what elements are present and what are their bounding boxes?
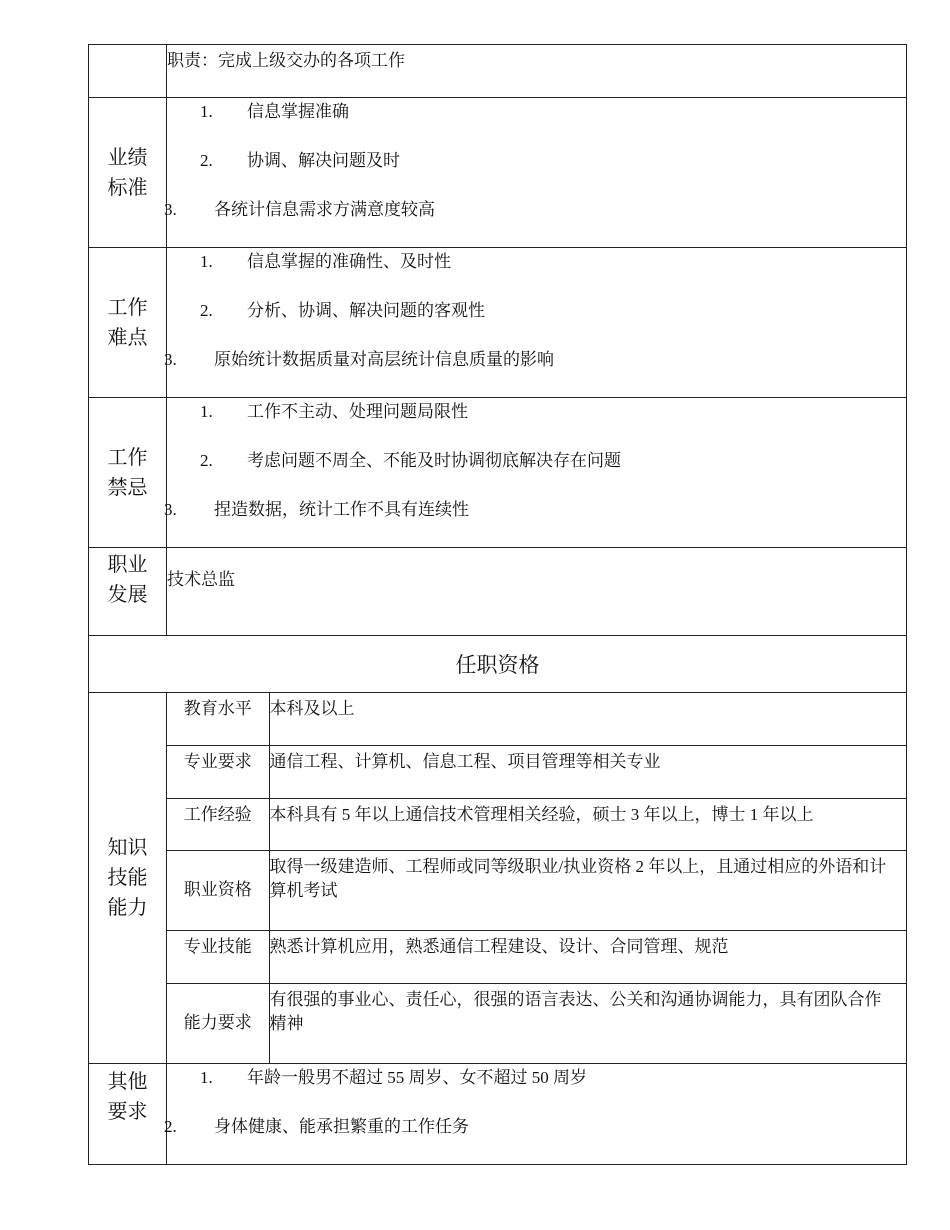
ability-value: 有很强的事业心、责任心，很强的语言表达、公关和沟通协调能力，具有团队合作精神 — [269, 983, 906, 1063]
list-item: 2. 身体健康、能承担繁重的工作任务 — [164, 1117, 469, 1136]
other-row — [89, 1064, 907, 1165]
career-text: 技术总监 — [167, 548, 907, 636]
education-value: 本科及以上 — [269, 693, 906, 745]
list-item: 2. 考虑问题不周全、不能及时协调彻底解决存在问题 — [200, 451, 621, 470]
duty-text: 职责：完成上级交办的各项工作 — [167, 45, 907, 98]
duty-row — [89, 45, 907, 98]
major-key: 专业要求 — [167, 745, 269, 798]
skill-key: 专业技能 — [167, 930, 269, 983]
education-key: 教育水平 — [167, 693, 269, 745]
table-row — [167, 930, 906, 983]
table-row — [167, 798, 906, 850]
qualification-title: 任职资格 — [89, 636, 907, 693]
qualification-subtable — [167, 693, 906, 1063]
list-item: 1. 年龄一般男不超过 55 周岁、女不超过 50 周岁 — [200, 1068, 587, 1087]
list-item: 2. 协调、解决问题及时 — [200, 151, 400, 170]
difficulty-row — [89, 248, 907, 398]
qualification-label: 知识 技能 能力 — [89, 693, 167, 1064]
job-description-document — [88, 44, 906, 1165]
major-value: 通信工程、计算机、信息工程、项目管理等相关专业 — [269, 745, 906, 798]
list-item: 1. 信息掌握的准确性、及时性 — [200, 252, 451, 271]
performance-label: 业绩 标准 — [89, 98, 167, 248]
other-list — [164, 1064, 907, 1165]
table-row — [167, 983, 906, 1063]
list-item: 3. 原始统计数据质量对高层统计信息质量的影响 — [164, 350, 554, 369]
difficulty-list — [164, 248, 907, 398]
skill-value: 熟悉计算机应用，熟悉通信工程建设、设计、合同管理、规范 — [269, 930, 906, 983]
certification-value: 取得一级建造师、工程师或同等级职业/执业资格 2 年以上，且通过相应的外语和计算机考试 — [269, 850, 906, 930]
list-item: 3. 各统计信息需求方满意度较高 — [164, 200, 435, 219]
difficulty-label: 工作 难点 — [89, 248, 167, 398]
list-item: 1. 信息掌握准确 — [200, 102, 349, 121]
certification-key: 职业资格 — [167, 850, 269, 930]
list-item: 3. 捏造数据，统计工作不具有连续性 — [164, 500, 469, 519]
career-row — [89, 548, 907, 636]
taboo-label: 工作 禁忌 — [89, 398, 167, 548]
taboo-list — [164, 398, 907, 548]
job-description-table — [88, 44, 907, 1165]
taboo-row — [89, 398, 907, 548]
table-row — [167, 693, 906, 745]
qualification-subtable-cell — [167, 693, 907, 1064]
qualification-row — [89, 693, 907, 1064]
performance-row — [89, 98, 907, 248]
table-row — [167, 745, 906, 798]
qualification-title-row — [89, 636, 907, 693]
other-label: 其他 要求 — [89, 1064, 167, 1165]
table-row — [167, 850, 906, 930]
performance-list — [164, 98, 907, 248]
ability-key: 能力要求 — [167, 983, 269, 1063]
experience-key: 工作经验 — [167, 798, 269, 850]
career-label: 职业 发展 — [89, 548, 167, 636]
duty-label-cell — [89, 45, 167, 98]
list-item: 2. 分析、协调、解决问题的客观性 — [200, 301, 485, 320]
experience-value: 本科具有 5 年以上通信技术管理相关经验，硕士 3 年以上，博士 1 年以上 — [269, 798, 906, 850]
list-item: 1. 工作不主动、处理问题局限性 — [200, 402, 468, 421]
